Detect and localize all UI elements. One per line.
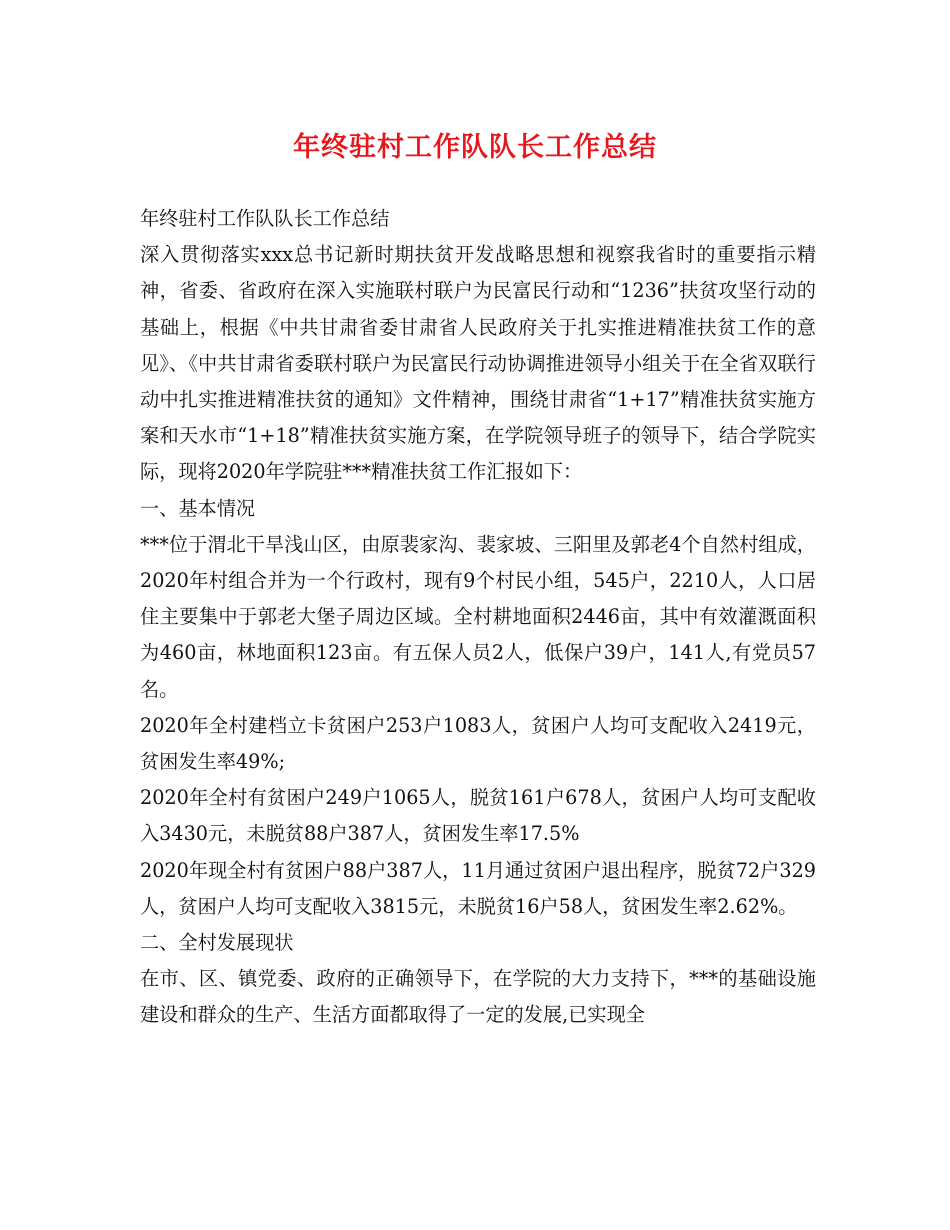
body-paragraph-development: 在市、区、镇党委、政府的正确领导下，在学院的大力支持下，***的基础设施建设和群众的生产、生活方面都取得了一定的发展,已实现全 [140,967,816,1027]
body-paragraph-stats-3: 2020年现全村有贫困户88户387人，11月通过贫困户退出程序，脱贫72户329人，贫困户人均可支配收入3815元，未脱贫16户58人，贫困发生率2.62%。 [140,858,816,918]
body-paragraph-subtitle: 年终驻村工作队队长工作总结 [140,207,390,230]
section-heading-basic-situation: 一、基本情况 [140,496,256,520]
body-paragraph-stats-2: 2020年全村有贫困户249户1065人，脱贫161户678人，贫困户人均可支配收入3430元，未脱贫88户387人，贫困发生率17.5% [140,786,816,846]
body-paragraph-village-overview: ***位于渭北干旱浅山区，由原裴家沟、裴家坡、三阳里及郭老4个自然村组成， 2020年村组合并为一个行政村，现有9个村民小组，545户，2210人，人口居住主要集中于郭老大堡子周边区域。全村耕地面积2446亩，其中有效灌溉面积为460亩，林地面积123亩。有五保人员2人，低保户39户，141人,有党员57名。 [140,532,816,701]
body-paragraph-stats-1: 2020年全村建档立卡贫困户253户1083人，贫困户人均可支配收入2419元，贫困发生率49%; [140,713,816,774]
body-paragraph-intro: 深入贯彻落实xxx总书记新时期扶贫开发战略思想和视察我省时的重要指示精神，省委、省政府在深入实施联村联户为民富民行动和“1236”扶贫攻坚行动的基础上，根据《中共甘肃省委甘肃省人民政府关于扎实推进精准扶贫工作的意见》、《中共甘肃省委联村联户为民富民行动协调推进领导小组关于在全省双联行动中扎实推进精准扶贫的通知》文件精神，围绕甘肃省“1+17”精准扶贫实施方案和天水市“1+18”精准扶贫实施方案，在学院领导班子的领导下，结合学院实际，现将2020年学院驻***精准扶贫工作汇报如下： [140,243,816,484]
document-title: 年终驻村工作队队长工作总结 [293,132,657,163]
section-heading-development-status: 二、全村发展现状 [140,931,294,955]
document-body [140,201,816,1034]
